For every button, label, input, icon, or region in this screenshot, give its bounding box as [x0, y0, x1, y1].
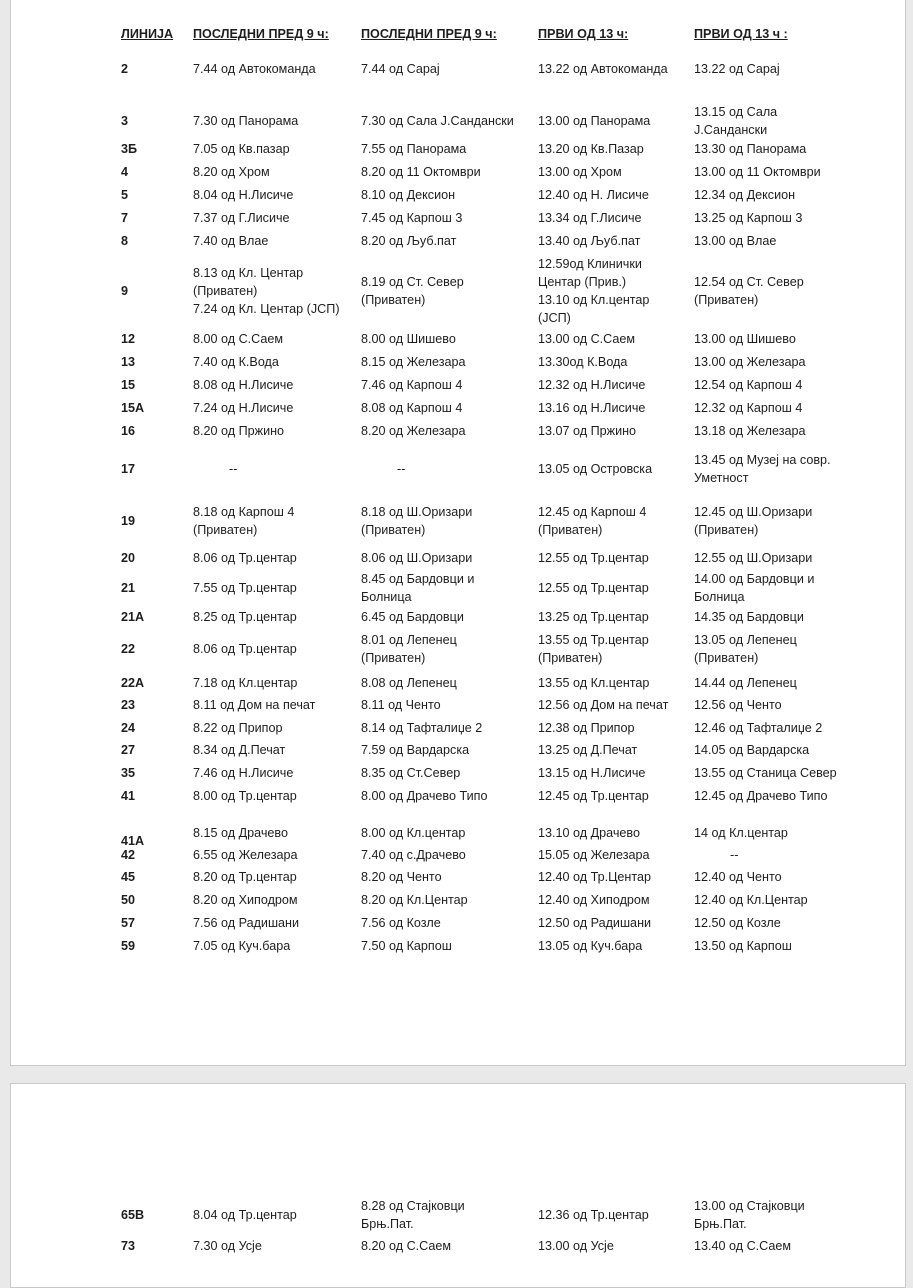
- schedule-cell: 8.20 од Хром: [193, 165, 270, 179]
- schedule-cell: 8.20 од Љуб.пат: [361, 234, 457, 248]
- schedule-cell: 8.22 од Припор: [193, 721, 283, 735]
- schedule-cell: 13.00 од С.Саем: [538, 332, 636, 346]
- schedule-cell: 8.20 од Хиподром: [193, 893, 298, 907]
- schedule-cell: 13.00 од Стајковци: [694, 1199, 805, 1213]
- schedule-cell: 12.38 од Припор: [538, 721, 635, 735]
- schedule-cell: 13.07 од Пржино: [538, 424, 637, 438]
- schedule-cell: 13.10 од Кл.центар: [538, 293, 650, 307]
- schedule-cell: (Приватен): [193, 284, 258, 298]
- schedule-cell: --: [397, 462, 406, 476]
- schedule-cell: 13.15 од Н.Лисиче: [538, 766, 646, 780]
- schedule-cell: 12.34 од Дексион: [694, 188, 796, 202]
- schedule-cell: 12.45 од Тр.центар: [538, 789, 649, 803]
- schedule-cell: 12.55 од Тр.центар: [538, 551, 649, 565]
- schedule-cell: 13.50 од Карпош: [694, 939, 792, 953]
- schedule-cell: 12.40 од Тр.Центар: [538, 870, 651, 884]
- schedule-cell: 13.34 од Г.Лисиче: [538, 211, 642, 225]
- schedule-cell: 13.00 од 11 Октомври: [694, 165, 821, 179]
- schedule-cell: 13.00 од Усје: [538, 1239, 614, 1253]
- line-number: 24: [121, 721, 136, 735]
- line-number: 23: [121, 698, 136, 712]
- schedule-cell: 8.13 од Кл. Центар: [193, 266, 304, 280]
- schedule-cell: 13.30 од Панорама: [694, 142, 807, 156]
- schedule-cell: 12.40 од Кл.Центар: [694, 893, 808, 907]
- line-number: 57: [121, 916, 136, 930]
- schedule-cell: 7.37 од Г.Лисиче: [193, 211, 290, 225]
- schedule-page-1: [10, 0, 906, 1066]
- schedule-cell: 7.05 од Кв.пазар: [193, 142, 290, 156]
- schedule-cell: 7.30 од Панорама: [193, 114, 299, 128]
- schedule-cell: 12.45 од Драчево Типо: [694, 789, 828, 803]
- schedule-cell: 13.55 од Тр.центар: [538, 633, 649, 647]
- schedule-cell: 13.00 од Панорама: [538, 114, 651, 128]
- line-number: 41: [121, 789, 136, 803]
- line-number: 16: [121, 424, 136, 438]
- schedule-cell: (Приватен): [538, 523, 603, 537]
- schedule-cell: 8.15 од Драчево: [193, 826, 288, 840]
- schedule-cell: 8.00 од Драчево Типо: [361, 789, 488, 803]
- schedule-cell: 8.20 од Железара: [361, 424, 466, 438]
- schedule-cell: 8.04 од Н.Лисиче: [193, 188, 294, 202]
- line-number: 8: [121, 234, 129, 248]
- schedule-cell: 12.40 од Хиподром: [538, 893, 650, 907]
- schedule-cell: 12.45 од Ш.Оризари: [694, 505, 813, 519]
- schedule-cell: 7.46 од Н.Лисиче: [193, 766, 294, 780]
- schedule-cell: 12.32 од Карпош 4: [694, 401, 803, 415]
- line-number: 21А: [121, 610, 145, 624]
- column-header: ЛИНИЈА: [121, 27, 174, 41]
- schedule-cell: 8.20 од Ченто: [361, 870, 442, 884]
- schedule-cell: 8.08 од Лепенец: [361, 676, 457, 690]
- schedule-cell: 7.40 од с.Драчево: [361, 848, 466, 862]
- schedule-cell: 7.24 од Н.Лисиче: [193, 401, 294, 415]
- schedule-cell: 8.28 од Стајковци: [361, 1199, 465, 1213]
- schedule-cell: 13.30од К.Вода: [538, 355, 628, 369]
- schedule-cell: 8.20 од 11 Октомври: [361, 165, 481, 179]
- line-number: 5: [121, 188, 129, 202]
- schedule-cell: 7.50 од Карпош: [361, 939, 452, 953]
- schedule-cell: 8.08 од Карпош 4: [361, 401, 463, 415]
- schedule-cell: 7.05 од Куч.бара: [193, 939, 291, 953]
- line-number: 4: [121, 165, 129, 179]
- line-number: 21: [121, 581, 136, 595]
- schedule-cell: 12.55 од Ш.Оризари: [694, 551, 813, 565]
- schedule-cell: 13.05 од Лепенец: [694, 633, 797, 647]
- schedule-cell: 12.56 од Ченто: [694, 698, 782, 712]
- schedule-cell: 14.05 од Вардарска: [694, 743, 810, 757]
- schedule-page-2: [10, 1083, 906, 1288]
- schedule-cell: (Приватен): [361, 523, 426, 537]
- schedule-cell: (ЈСП): [538, 311, 571, 325]
- schedule-cell: (Приватен): [193, 523, 258, 537]
- schedule-cell: 12.50 од Козле: [694, 916, 781, 930]
- schedule-cell: Болница: [694, 590, 745, 604]
- schedule-cell: Брњ.Пат.: [694, 1217, 747, 1231]
- schedule-cell: 7.30 од Сала Ј.Сандански: [361, 114, 514, 128]
- schedule-cell: 13.00 од Влае: [694, 234, 777, 248]
- schedule-cell: (Приватен): [694, 293, 759, 307]
- schedule-cell: 8.00 од Тр.центар: [193, 789, 297, 803]
- schedule-cell: --: [730, 848, 739, 862]
- schedule-cell: 13.25 од Карпош 3: [694, 211, 803, 225]
- schedule-cell: 13.22 од Сарај: [694, 62, 780, 76]
- schedule-cell: 14.44 од Лепенец: [694, 676, 797, 690]
- line-number: 15: [121, 378, 136, 392]
- schedule-cell: 13.00 од Железара: [694, 355, 806, 369]
- line-number: 22А: [121, 676, 145, 690]
- schedule-cell: 8.20 од Тр.центар: [193, 870, 297, 884]
- schedule-cell: 7.45 од Карпош 3: [361, 211, 463, 225]
- schedule-cell: 8.20 од Пржино: [193, 424, 285, 438]
- schedule-cell: 8.06 од Ш.Оризари: [361, 551, 473, 565]
- schedule-cell: Центар (Прив.): [538, 275, 627, 289]
- schedule-cell: 12.36 од Тр.центар: [538, 1208, 649, 1222]
- schedule-cell: 8.15 од Железара: [361, 355, 466, 369]
- schedule-cell: 8.20 од С.Саем: [361, 1239, 452, 1253]
- schedule-cell: 12.54 од Карпош 4: [694, 378, 803, 392]
- schedule-cell: 8.04 од Тр.центар: [193, 1208, 297, 1222]
- schedule-cell: 8.35 од Ст.Север: [361, 766, 461, 780]
- schedule-cell: 12.56 од Дом на печат: [538, 698, 669, 712]
- line-number: 27: [121, 743, 136, 757]
- schedule-cell: 12.54 од Ст. Север: [694, 275, 804, 289]
- line-number: 42: [121, 848, 136, 862]
- schedule-cell: 8.06 од Тр.центар: [193, 551, 297, 565]
- schedule-cell: 12.40 од Ченто: [694, 870, 782, 884]
- schedule-cell: 12.46 од Тафталиџе 2: [694, 721, 823, 735]
- schedule-cell: 13.55 од Кл.центар: [538, 676, 650, 690]
- schedule-cell: (Приватен): [694, 523, 759, 537]
- schedule-cell: 14.00 од Бардовци и: [694, 572, 815, 586]
- schedule-cell: 13.10 од Драчево: [538, 826, 640, 840]
- schedule-cell: 7.24 од Кл. Центар (ЈСП): [193, 302, 340, 316]
- schedule-cell: Болница: [361, 590, 412, 604]
- line-number: 3Б: [121, 142, 138, 156]
- schedule-cell: 8.11 од Дом на печат: [193, 698, 316, 712]
- line-number: 35: [121, 766, 136, 780]
- schedule-cell: 8.19 од Ст. Север: [361, 275, 464, 289]
- line-number: 9: [121, 284, 129, 298]
- line-number: 7: [121, 211, 129, 225]
- schedule-cell: 7.44 од Сарај: [361, 62, 440, 76]
- schedule-cell: 7.56 од Радишани: [193, 916, 300, 930]
- line-number: 73: [121, 1239, 136, 1253]
- schedule-cell: 14.35 од Бардовци: [694, 610, 804, 624]
- schedule-cell: 6.45 од Бардовци: [361, 610, 464, 624]
- column-header: ПРВИ ОД 13 ч:: [538, 27, 629, 41]
- schedule-cell: 7.40 од Влае: [193, 234, 269, 248]
- schedule-cell: 13.25 од Тр.центар: [538, 610, 649, 624]
- schedule-cell: (Приватен): [361, 651, 426, 665]
- schedule-cell: 13.22 од Автокоманда: [538, 62, 668, 76]
- schedule-cell: Уметност: [694, 471, 749, 485]
- line-number: 41А: [121, 834, 145, 848]
- schedule-cell: 8.25 од Тр.центар: [193, 610, 297, 624]
- schedule-cell: 7.56 од Козле: [361, 916, 441, 930]
- schedule-cell: 8.10 од Дексион: [361, 188, 456, 202]
- schedule-cell: Ј.Сандански: [694, 123, 768, 137]
- column-header: ПРВИ ОД 13 ч :: [694, 27, 788, 41]
- schedule-cell: 8.08 од Н.Лисиче: [193, 378, 294, 392]
- line-number: 2: [121, 62, 129, 76]
- schedule-cell: 13.40 од Љуб.пат: [538, 234, 641, 248]
- schedule-cell: 13.45 од Музеј на совр.: [694, 453, 831, 467]
- schedule-cell: 8.18 од Ш.Оризари: [361, 505, 473, 519]
- schedule-cell: 8.34 од Д.Печат: [193, 743, 286, 757]
- schedule-cell: 8.45 од Бардовци и: [361, 572, 475, 586]
- schedule-cell: 13.20 од Кв.Пазар: [538, 142, 644, 156]
- schedule-cell: 7.55 од Тр.центар: [193, 581, 297, 595]
- schedule-cell: 15.05 од Железара: [538, 848, 650, 862]
- schedule-cell: 13.55 од Станица Север: [694, 766, 837, 780]
- schedule-cell: 12.59од Клинички: [538, 257, 642, 271]
- schedule-cell: 7.30 од Усје: [193, 1239, 262, 1253]
- schedule-cell: (Приватен): [694, 651, 759, 665]
- schedule-cell: 12.50 од Радишани: [538, 916, 652, 930]
- schedule-cell: (Приватен): [361, 293, 426, 307]
- line-number: 15А: [121, 401, 145, 415]
- line-number: 59: [121, 939, 136, 953]
- line-number: 12: [121, 332, 136, 346]
- schedule-cell: 12.55 од Тр.центар: [538, 581, 649, 595]
- line-number: 13: [121, 355, 136, 369]
- schedule-cell: 8.18 од Карпош 4: [193, 505, 295, 519]
- schedule-cell: (Приватен): [538, 651, 603, 665]
- schedule-cell: 12.45 од Карпош 4: [538, 505, 647, 519]
- line-number: 3: [121, 114, 129, 128]
- schedule-cell: 8.01 од Лепенец: [361, 633, 457, 647]
- schedule-cell: 7.18 од Кл.центар: [193, 676, 298, 690]
- schedule-cell: 8.00 од Кл.центар: [361, 826, 466, 840]
- schedule-cell: 14 од Кл.центар: [694, 826, 788, 840]
- column-header: ПОСЛЕДНИ ПРЕД 9 ч:: [361, 27, 497, 41]
- line-number: 50: [121, 893, 136, 907]
- schedule-cell: 13.15 од Сала: [694, 105, 778, 119]
- schedule-cell: 6.55 од Железара: [193, 848, 298, 862]
- schedule-cell: --: [229, 462, 238, 476]
- schedule-cell: Брњ.Пат.: [361, 1217, 414, 1231]
- line-number: 45: [121, 870, 136, 884]
- schedule-cell: 13.00 од Хром: [538, 165, 622, 179]
- schedule-cell: 8.14 од Тафталиџе 2: [361, 721, 483, 735]
- schedule-cell: 7.46 од Карпош 4: [361, 378, 463, 392]
- schedule-cell: 13.18 од Железара: [694, 424, 806, 438]
- schedule-cell: 13.05 од Островска: [538, 462, 653, 476]
- line-number: 22: [121, 642, 136, 656]
- schedule-cell: 8.00 од Шишево: [361, 332, 456, 346]
- schedule-cell: 7.59 од Вардарска: [361, 743, 470, 757]
- line-number: 19: [121, 514, 136, 528]
- schedule-cell: 13.40 од С.Саем: [694, 1239, 792, 1253]
- schedule-cell: 7.55 од Панорама: [361, 142, 467, 156]
- schedule-cell: 7.44 од Автокоманда: [193, 62, 316, 76]
- line-number: 20: [121, 551, 136, 565]
- schedule-cell: 12.32 од Н.Лисиче: [538, 378, 646, 392]
- column-header: ПОСЛЕДНИ ПРЕД 9 ч:: [193, 27, 329, 41]
- schedule-cell: 13.05 од Куч.бара: [538, 939, 643, 953]
- schedule-cell: 7.40 од К.Вода: [193, 355, 279, 369]
- schedule-cell: 8.11 од Ченто: [361, 698, 441, 712]
- schedule-cell: 13.16 од Н.Лисиче: [538, 401, 646, 415]
- schedule-cell: 13.00 од Шишево: [694, 332, 796, 346]
- schedule-cell: 8.20 од Кл.Центар: [361, 893, 468, 907]
- schedule-cell: 8.00 од С.Саем: [193, 332, 284, 346]
- line-number: 17: [121, 462, 136, 476]
- schedule-cell: 8.06 од Тр.центар: [193, 642, 297, 656]
- line-number: 65В: [121, 1208, 145, 1222]
- schedule-cell: 13.25 од Д.Печат: [538, 743, 638, 757]
- schedule-cell: 12.40 од Н. Лисиче: [538, 188, 649, 202]
